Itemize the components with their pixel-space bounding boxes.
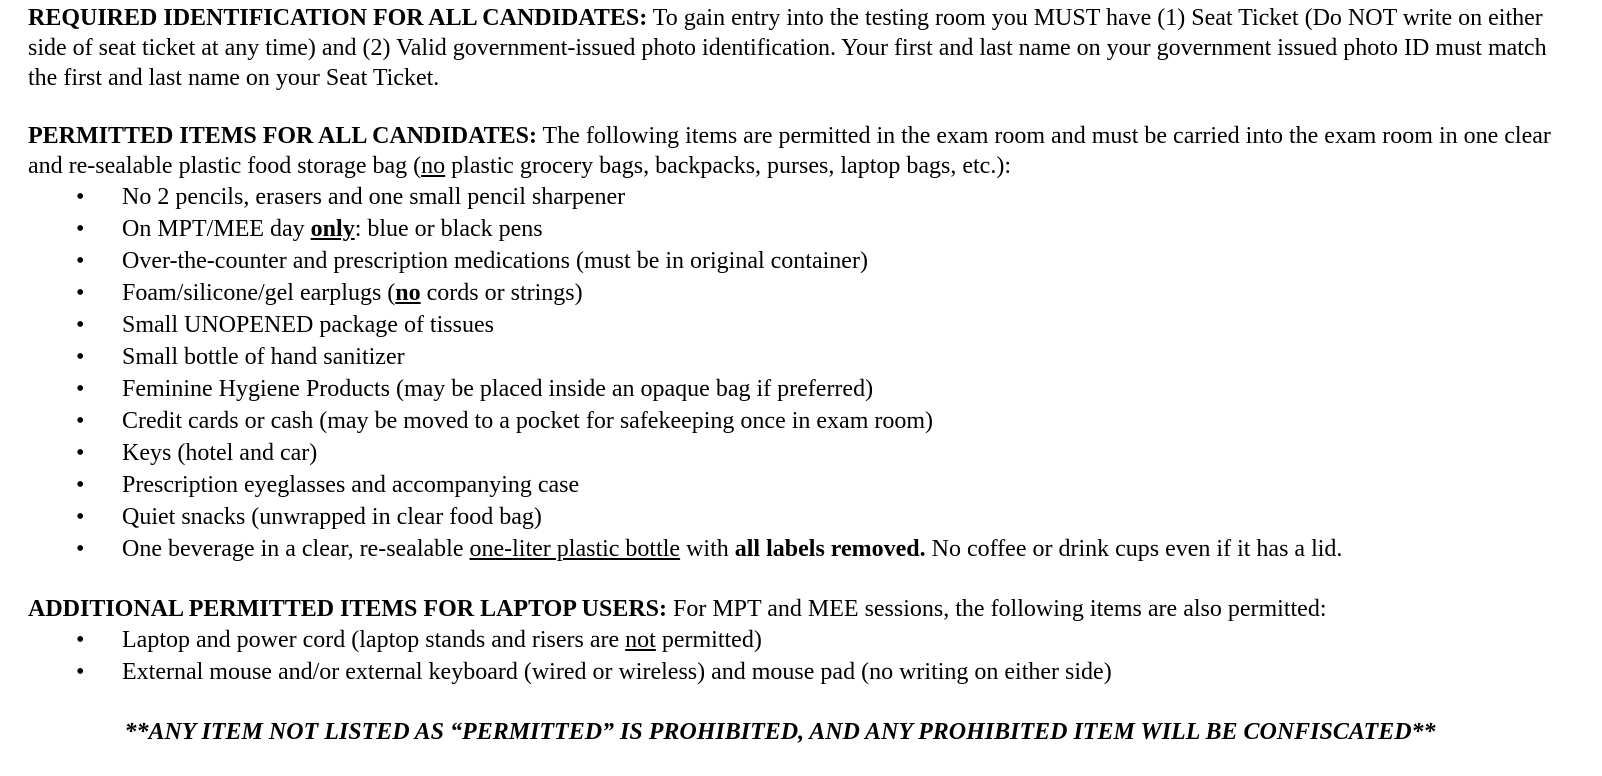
bullet-icon: •	[76, 440, 85, 466]
list-item	[28, 469, 1562, 501]
list-item	[28, 213, 1562, 245]
list-item-underline: not	[625, 627, 656, 653]
list-item-text: Over-the-counter and prescription medications (must be in original container)	[122, 248, 868, 274]
permitted-items-intro: The following items are permitted in the exam room and must be carried into the exam room in one clear and re-sealable plastic food storage bag (	[28, 123, 1551, 179]
bullet-icon: •	[76, 216, 85, 242]
list-item-text: Keys (hotel and car)	[122, 440, 318, 466]
list-item-text: No 2 pencils, erasers and one small pencil sharpener	[122, 184, 626, 210]
bullet-icon: •	[76, 184, 85, 210]
bullet-icon: •	[76, 248, 85, 274]
required-identification-text: To gain entry into the testing room you MUST have (1) Seat Ticket (Do NOT write on either side of seat ticket at any time) and (2) Valid government-issued photo identification. Your first and last name on your government issued photo ID must match the first and last name on your Seat Ticket.	[28, 5, 1547, 91]
bullet-icon: •	[76, 280, 85, 306]
permitted-items-paragraph	[28, 121, 1562, 181]
bullet-icon: •	[76, 344, 85, 370]
list-item-text: Prescription eyeglasses and accompanying case	[122, 472, 580, 498]
bullet-icon: •	[76, 627, 85, 653]
permitted-items-list	[28, 181, 1562, 565]
list-item-text: No coffee or drink cups even if it has a lid.	[925, 536, 1343, 562]
list-item-text: Feminine Hygiene Products (may be placed inside an opaque bag if preferred)	[122, 376, 874, 402]
laptop-items-intro: For MPT and MEE sessions, the following items are also permitted:	[667, 596, 1327, 622]
bullet-icon: •	[76, 312, 85, 338]
laptop-items-heading: ADDITIONAL PERMITTED ITEMS FOR LAPTOP USERS:	[28, 596, 667, 622]
laptop-items-section	[28, 594, 1562, 688]
list-item-text: On MPT/MEE day	[122, 216, 311, 242]
permitted-items-heading: PERMITTED ITEMS FOR ALL CANDIDATES:	[28, 123, 537, 149]
permitted-items-section	[28, 121, 1562, 565]
list-item-text: Laptop and power cord (laptop stands and risers are	[122, 627, 626, 653]
list-item	[28, 405, 1562, 437]
list-item	[28, 309, 1562, 341]
list-item-text: Small bottle of hand sanitizer	[122, 344, 405, 370]
laptop-items-list	[28, 624, 1562, 688]
permitted-items-intro-end: plastic grocery bags, backpacks, purses, laptop bags, etc.):	[445, 153, 1011, 179]
permitted-items-no-emphasis: no	[421, 153, 446, 179]
required-identification-heading: REQUIRED IDENTIFICATION FOR ALL CANDIDATES:	[28, 5, 648, 31]
bullet-icon: •	[76, 376, 85, 402]
prohibited-items-warning: **ANY ITEM NOT LISTED AS “PERMITTED” IS PROHIBITED, AND ANY PROHIBITED ITEM WILL BE CONFISCATED**	[124, 719, 1436, 745]
list-item-text: permitted)	[655, 627, 762, 653]
list-item-emphasis: all labels removed.	[734, 536, 926, 562]
bullet-icon: •	[76, 536, 85, 562]
list-item	[28, 437, 1562, 469]
list-item	[28, 277, 1562, 309]
bullet-icon: •	[76, 408, 85, 434]
list-item-text: : blue or black pens	[354, 216, 543, 242]
list-item-text: Foam/silicone/gel earplugs (	[122, 280, 396, 306]
bullet-icon: •	[76, 504, 85, 530]
list-item-text: Small UNOPENED package of tissues	[122, 312, 494, 338]
list-item	[28, 624, 1562, 656]
list-item-underline: one-liter plastic bottle	[469, 536, 681, 562]
list-item-text: One beverage in a clear, re-sealable	[122, 536, 470, 562]
list-item-emphasis: no	[395, 280, 421, 306]
list-item-text: Credit cards or cash (may be moved to a pocket for safekeeping once in exam room)	[122, 408, 934, 434]
list-item-text: Quiet snacks (unwrapped in clear food bag)	[122, 504, 542, 530]
bullet-icon: •	[76, 472, 85, 498]
bullet-icon: •	[76, 659, 85, 685]
list-item	[28, 501, 1562, 533]
list-item	[28, 181, 1562, 213]
list-item	[28, 373, 1562, 405]
list-item	[28, 245, 1562, 277]
required-identification-paragraph	[28, 3, 1562, 93]
list-item	[28, 656, 1562, 688]
list-item-text: with	[680, 536, 735, 562]
list-item	[28, 341, 1562, 373]
list-item-text: External mouse and/or external keyboard (wired or wireless) and mouse pad (no writing on either side)	[122, 659, 1112, 685]
list-item-emphasis: only	[310, 216, 355, 242]
list-item	[28, 533, 1562, 565]
laptop-items-paragraph	[28, 594, 1562, 624]
list-item-text: cords or strings)	[420, 280, 583, 306]
